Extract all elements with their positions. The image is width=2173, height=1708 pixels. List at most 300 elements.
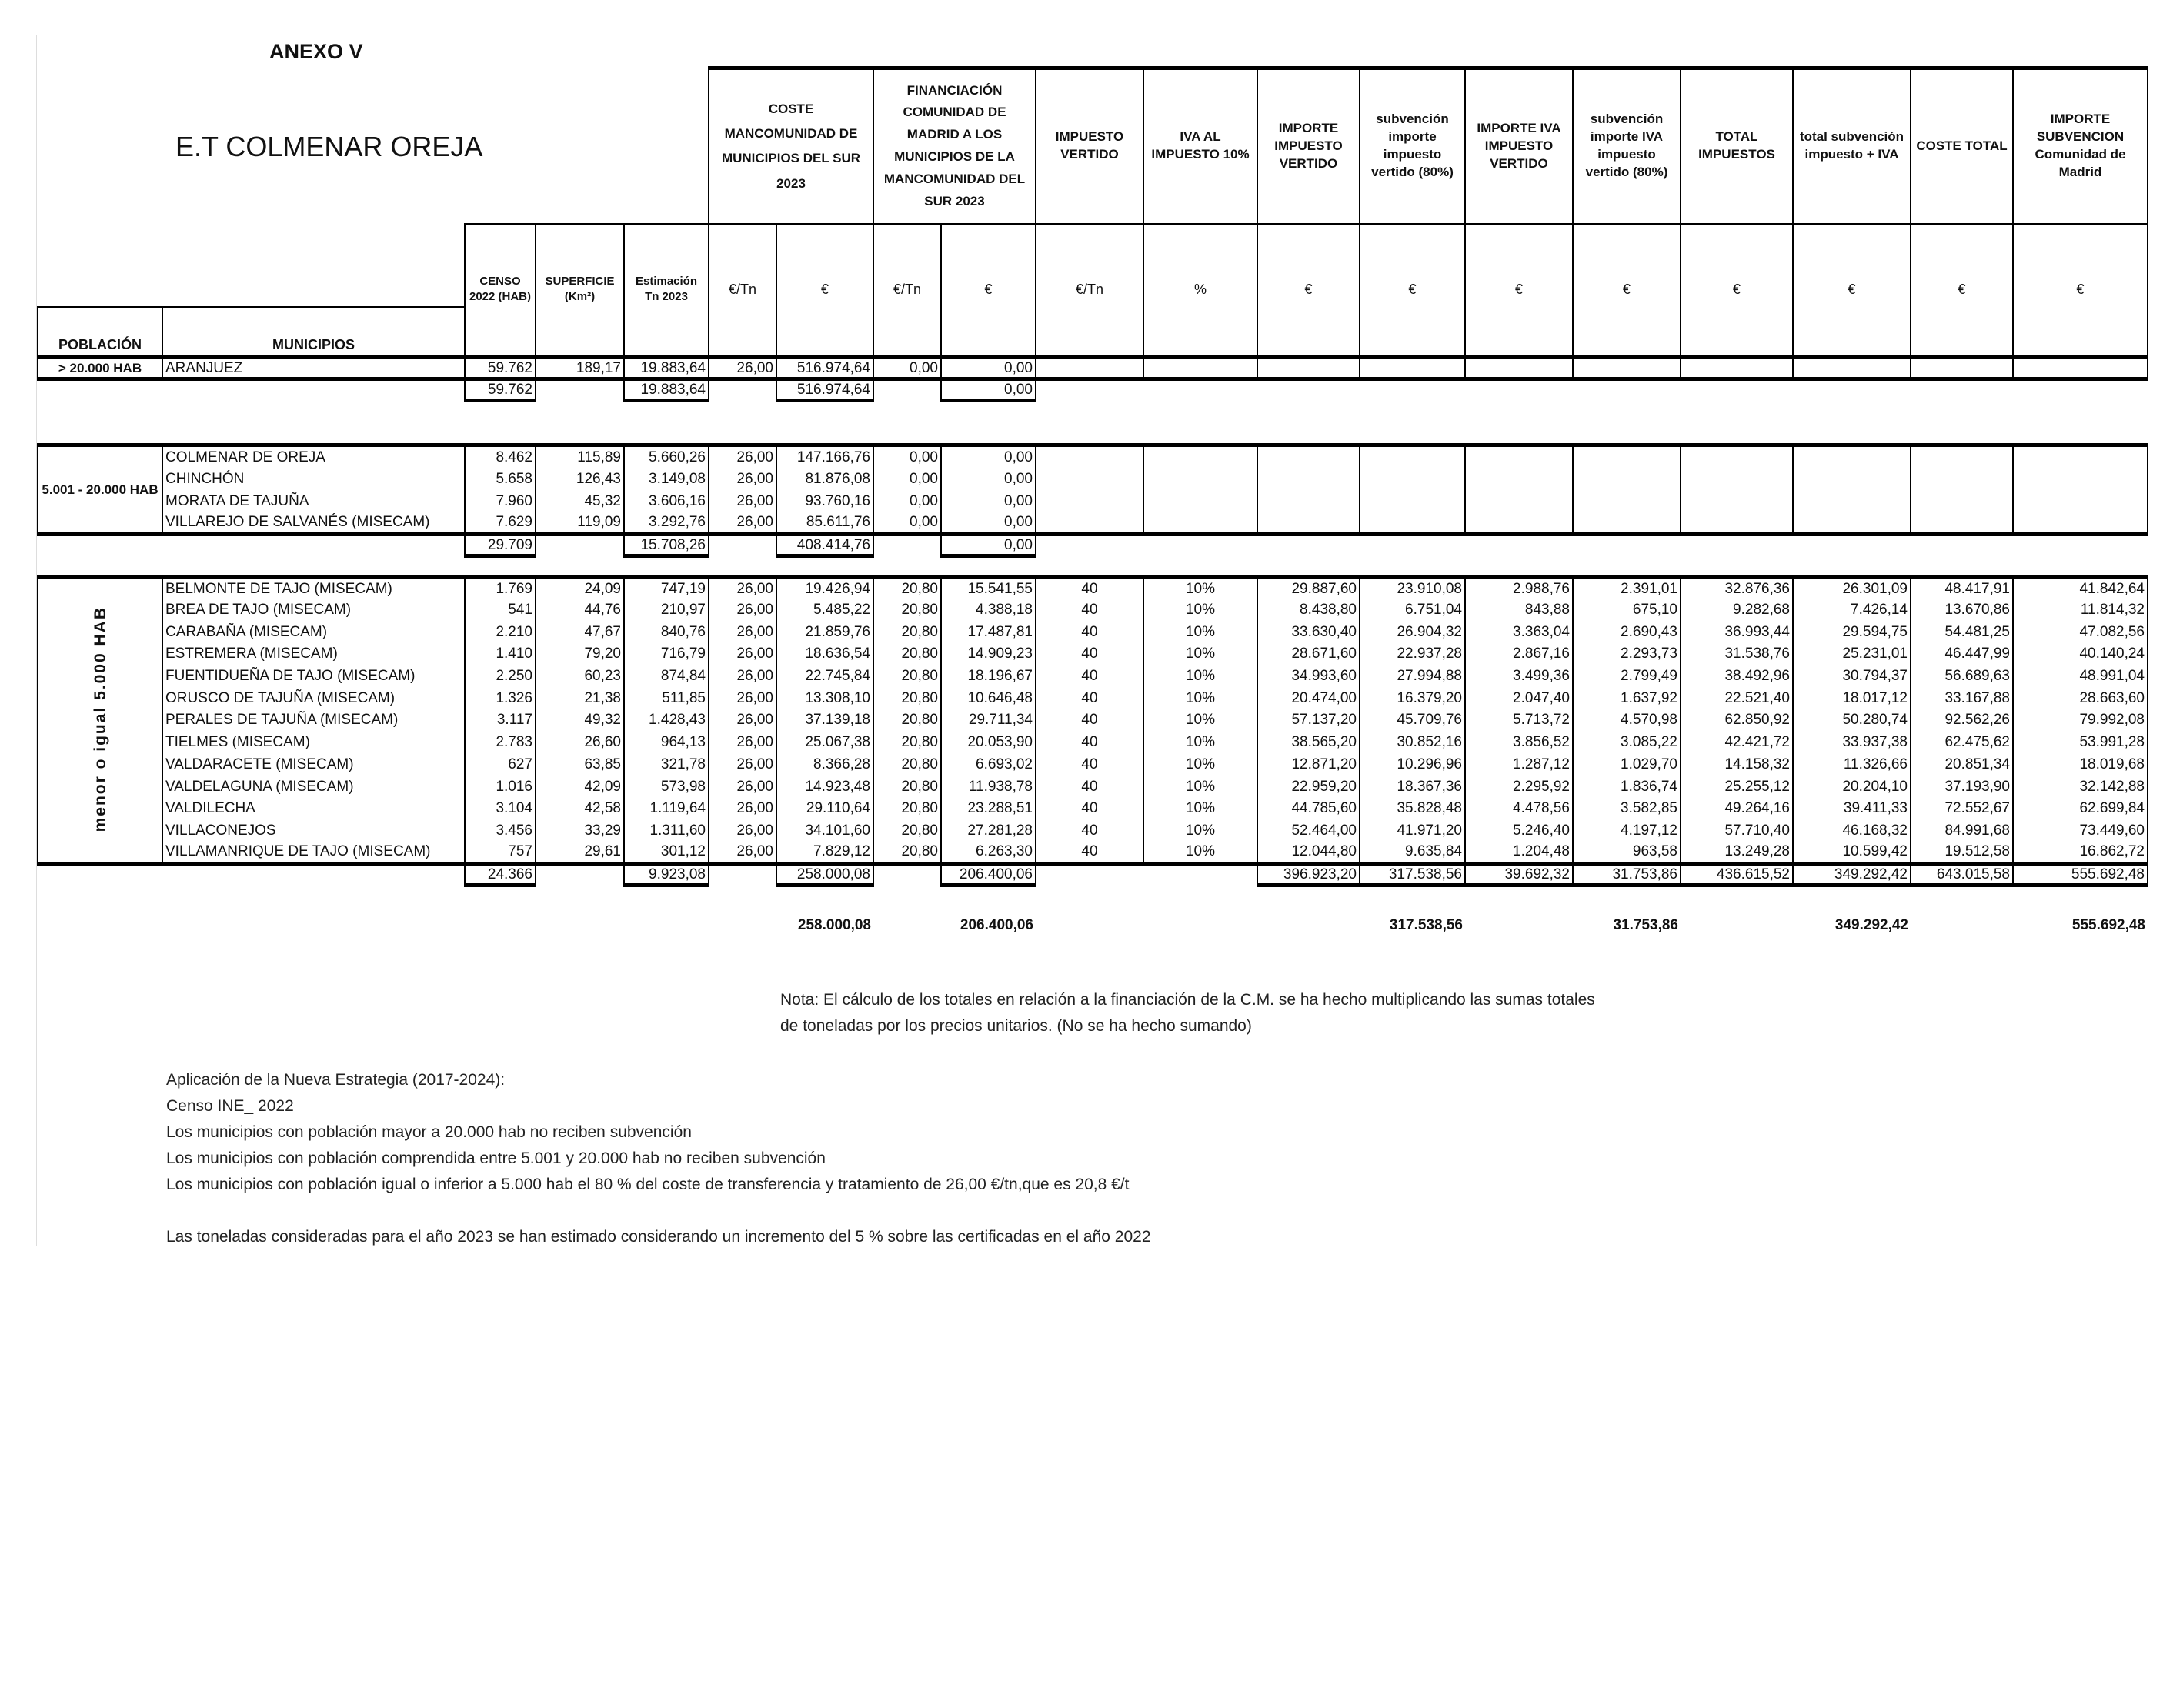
value-cell: 0,00 (941, 512, 1036, 535)
blank (1360, 379, 1465, 401)
value-cell: 20,80 (873, 687, 941, 709)
subtotal-coste: 408.414,76 (776, 535, 873, 556)
subtotal-financiacion: 206.400,06 (941, 863, 1036, 885)
value-cell: 2.210 (465, 621, 536, 643)
value-cell: 5.485,22 (776, 599, 873, 621)
value-cell: 24,09 (536, 577, 624, 599)
header-coste: COSTE MANCOMUNIDAD DE MUNICIPIOS DEL SUR 2023 (709, 68, 873, 224)
blank (624, 912, 709, 937)
value-cell: 8.438,80 (1257, 599, 1360, 621)
header-total-subv: total subvención impuesto + IVA (1793, 68, 1911, 224)
value-cell: 20,80 (873, 709, 941, 732)
value-cell: 3.085,22 (1573, 731, 1681, 753)
header-municipios: MUNICIPIOS (162, 307, 465, 357)
table-row (38, 357, 2148, 379)
blank (1257, 379, 1360, 401)
empty-cell (1143, 357, 1257, 379)
value-cell: 3.582,85 (1573, 797, 1681, 819)
value-cell: 18.367,36 (1360, 776, 1465, 798)
municipality-name: PERALES DE TAJUÑA (MISECAM) (162, 709, 465, 732)
empty-cell (1681, 445, 1793, 535)
value-cell: 573,98 (624, 776, 709, 798)
municipality-name: BELMONTE DE TAJO (MISECAM) (162, 577, 465, 599)
value-cell: 0,00 (873, 445, 941, 468)
value-cell: 119,09 (536, 512, 624, 535)
empty-cell (1036, 445, 1143, 535)
value-cell: 93.760,16 (776, 490, 873, 512)
municipality-name: ESTREMERA (MISECAM) (162, 643, 465, 666)
municipality-name: VALDELAGUNA (MISECAM) (162, 776, 465, 798)
value-cell: 7.629 (465, 512, 536, 535)
value-cell: 22.959,20 (1257, 776, 1360, 798)
value-cell: 44,76 (536, 599, 624, 621)
blank (709, 863, 776, 885)
value-cell: 20,80 (873, 599, 941, 621)
municipality-name: COLMENAR DE OREJA (162, 445, 465, 468)
value-cell: 19.883,64 (624, 357, 709, 379)
value-cell: 33.937,38 (1793, 731, 1911, 753)
value-cell: 23.288,51 (941, 797, 1036, 819)
value-cell: 716,79 (624, 643, 709, 666)
value-cell: 26,00 (709, 577, 776, 599)
value-cell: 2.988,76 (1465, 577, 1573, 599)
value-cell: 19.426,94 (776, 577, 873, 599)
header-unit: € (776, 224, 873, 357)
value-cell: 85.611,76 (776, 512, 873, 535)
header-estimacion: Estimación Tn 2023 (624, 224, 709, 357)
subtotal-row (38, 535, 2148, 556)
municipality-name: FUENTIDUEÑA DE TAJO (MISECAM) (162, 665, 465, 687)
value-cell: 34.101,60 (776, 819, 873, 842)
value-cell: 42.421,72 (1681, 731, 1793, 753)
table-row (38, 665, 2148, 687)
value-cell: 2.799,49 (1573, 665, 1681, 687)
value-cell: 28.663,60 (2013, 687, 2148, 709)
blank (1036, 535, 1143, 556)
empty-cell (2013, 357, 2148, 379)
value-cell: 10% (1143, 599, 1257, 621)
value-cell: 26,00 (709, 797, 776, 819)
header-total-impuestos: TOTAL IMPUESTOS (1681, 68, 1793, 224)
subtotal-censo: 29.709 (465, 535, 536, 556)
note-rule-3: Los municipios con población igual o inferior a 5.000 hab el 80 % del coste de transferencia y tratamiento de 26,00 €/tn,que es 20,8 €/t (166, 1176, 1130, 1193)
value-cell: 3.363,04 (1465, 621, 1573, 643)
value-cell: 48.417,91 (1911, 577, 2013, 599)
header-unit: € (1573, 224, 1681, 357)
value-cell: 40 (1036, 621, 1143, 643)
value-cell: 29.110,64 (776, 797, 873, 819)
header-unit: € (1257, 224, 1360, 357)
grand-total-subv-iva: 31.753,86 (1613, 916, 1678, 933)
empty-cell (1257, 357, 1360, 379)
value-cell: 20,80 (873, 797, 941, 819)
value-cell: 35.828,48 (1360, 797, 1465, 819)
value-cell: 1.119,64 (624, 797, 709, 819)
value-cell: 59.762 (465, 357, 536, 379)
value-cell: 57.137,20 (1257, 709, 1360, 732)
blank (162, 912, 465, 937)
empty-cell (1036, 357, 1143, 379)
value-cell: 26,00 (709, 643, 776, 666)
blank (1465, 535, 1573, 556)
value-cell: 41.842,64 (2013, 577, 2148, 599)
value-cell: 49.264,16 (1681, 797, 1793, 819)
value-cell: 11.814,32 (2013, 599, 2148, 621)
value-cell: 8.462 (465, 445, 536, 468)
value-cell: 0,00 (941, 490, 1036, 512)
value-cell: 0,00 (873, 468, 941, 490)
municipality-name: CHINCHÓN (162, 468, 465, 490)
value-cell: 30.794,37 (1793, 665, 1911, 687)
table-row (38, 621, 2148, 643)
value-cell: 40 (1036, 776, 1143, 798)
municipality-name: MORATA DE TAJUÑA (162, 490, 465, 512)
value-cell: 26.904,32 (1360, 621, 1465, 643)
subtotal-censo: 59.762 (465, 379, 536, 401)
grand-total-financiacion: 206.400,06 (960, 916, 1033, 933)
value-cell: 13.670,86 (1911, 599, 2013, 621)
blank (709, 379, 776, 401)
blank (873, 912, 941, 937)
value-cell: 6.751,04 (1360, 599, 1465, 621)
value-cell: 7.960 (465, 490, 536, 512)
value-cell: 16.862,72 (2013, 842, 2148, 864)
blank (1681, 912, 1793, 937)
blank (1793, 535, 1911, 556)
value-cell: 20,80 (873, 643, 941, 666)
value-cell: 40.140,24 (2013, 643, 2148, 666)
blank (1036, 912, 1143, 937)
value-cell: 26,00 (709, 819, 776, 842)
value-cell: 10.296,96 (1360, 753, 1465, 776)
value-cell: 5.713,72 (1465, 709, 1573, 732)
grand-total-row (38, 912, 2148, 937)
value-cell: 20.053,90 (941, 731, 1036, 753)
value-cell: 18.019,68 (2013, 753, 2148, 776)
value-cell: 17.487,81 (941, 621, 1036, 643)
header-poblacion: POBLACIÓN (38, 307, 162, 357)
blank (1911, 912, 2013, 937)
header-importe-iva: IMPORTE IVA IMPUESTO VERTIDO (1465, 68, 1573, 224)
value-cell: 40 (1036, 577, 1143, 599)
note-line-2: de toneladas por los precios unitarios. (No se ha hecho sumando) (780, 1017, 1252, 1035)
station-title: E.T COLMENAR OREJA (175, 131, 483, 162)
population-label: 5.001 - 20.000 HAB (42, 482, 159, 497)
subtotal-financiacion: 0,00 (941, 535, 1036, 556)
municipality-name: VALDARACETE (MISECAM) (162, 753, 465, 776)
value-cell: 29.711,34 (941, 709, 1036, 732)
value-cell: 16.379,20 (1360, 687, 1465, 709)
value-cell: 40 (1036, 599, 1143, 621)
header-unit: €/Tn (709, 224, 776, 357)
table-row (38, 776, 2148, 798)
value-cell: 26,00 (709, 687, 776, 709)
value-cell: 62.475,62 (1911, 731, 2013, 753)
value-cell: 3.606,16 (624, 490, 709, 512)
value-cell: 4.570,98 (1573, 709, 1681, 732)
value-cell: 964,13 (624, 731, 709, 753)
empty-cell (1793, 357, 1911, 379)
value-cell: 12.044,80 (1257, 842, 1360, 864)
value-cell: 33.167,88 (1911, 687, 2013, 709)
value-cell: 45,32 (536, 490, 624, 512)
value-cell: 40 (1036, 687, 1143, 709)
table-row (38, 445, 2148, 468)
value-cell: 13.308,10 (776, 687, 873, 709)
population-group-label (38, 445, 162, 535)
blank (1911, 535, 2013, 556)
value-cell: 47,67 (536, 621, 624, 643)
value-cell: 38.565,20 (1257, 731, 1360, 753)
value-cell: 25.255,12 (1681, 776, 1793, 798)
value-cell: 2.047,40 (1465, 687, 1573, 709)
header-importe-impuesto: IMPORTE IMPUESTO VERTIDO (1257, 68, 1360, 224)
subtotal-value: 396.923,20 (1257, 863, 1360, 885)
subtotal-value: 317.538,56 (1360, 863, 1465, 885)
value-cell: 2.250 (465, 665, 536, 687)
value-cell: 843,88 (1465, 599, 1573, 621)
value-cell: 26,00 (709, 445, 776, 468)
value-cell: 0,00 (873, 490, 941, 512)
value-cell: 2.293,73 (1573, 643, 1681, 666)
municipality-name: VILLAMANRIQUE DE TAJO (MISECAM) (162, 842, 465, 864)
value-cell: 37.193,90 (1911, 776, 2013, 798)
value-cell: 2.391,01 (1573, 577, 1681, 599)
empty-cell (1360, 357, 1465, 379)
value-cell: 126,43 (536, 468, 624, 490)
value-cell: 7.426,14 (1793, 599, 1911, 621)
blank (465, 912, 536, 937)
value-cell: 0,00 (873, 512, 941, 535)
value-cell: 11.938,78 (941, 776, 1036, 798)
value-cell: 10% (1143, 577, 1257, 599)
value-cell: 747,19 (624, 577, 709, 599)
value-cell: 10% (1143, 819, 1257, 842)
value-cell: 27.281,28 (941, 819, 1036, 842)
value-cell: 36.993,44 (1681, 621, 1793, 643)
value-cell: 3.117 (465, 709, 536, 732)
header-blank (38, 224, 465, 307)
value-cell: 26,00 (709, 842, 776, 864)
header-censo: CENSO 2022 (HAB) (465, 224, 536, 357)
empty-cell (1360, 445, 1465, 535)
value-cell: 47.082,56 (2013, 621, 2148, 643)
value-cell: 1.637,92 (1573, 687, 1681, 709)
table-row (38, 819, 2148, 842)
subtotal-coste: 258.000,08 (776, 863, 873, 885)
value-cell: 12.871,20 (1257, 753, 1360, 776)
value-cell: 757 (465, 842, 536, 864)
subtotal-financiacion: 0,00 (941, 379, 1036, 401)
table-row (38, 731, 2148, 753)
value-cell: 26,60 (536, 731, 624, 753)
value-cell: 10% (1143, 643, 1257, 666)
blank (536, 535, 624, 556)
note-line-1: Nota: El cálculo de los totales en relación a la financiación de la C.M. se ha hecho multiplicando las sumas totales (780, 991, 1595, 1009)
value-cell: 10.599,42 (1793, 842, 1911, 864)
value-cell: 46.168,32 (1793, 819, 1911, 842)
value-cell: 7.829,12 (776, 842, 873, 864)
value-cell: 20,80 (873, 819, 941, 842)
value-cell: 29,61 (536, 842, 624, 864)
value-cell: 20.474,00 (1257, 687, 1360, 709)
value-cell: 20.851,34 (1911, 753, 2013, 776)
blank (1143, 379, 1257, 401)
grand-total-importe-subv: 555.692,48 (2071, 916, 2145, 933)
value-cell: 25.067,38 (776, 731, 873, 753)
value-cell: 13.249,28 (1681, 842, 1793, 864)
header-impuesto-vertido: IMPUESTO VERTIDO (1036, 68, 1143, 224)
header-unit: € (941, 224, 1036, 357)
header-unit: € (1465, 224, 1573, 357)
blank (1911, 379, 2013, 401)
subtotal-value: 436.615,52 (1681, 863, 1793, 885)
value-cell: 20,80 (873, 842, 941, 864)
value-cell: 26.301,09 (1793, 577, 1911, 599)
value-cell: 3.149,08 (624, 468, 709, 490)
population-group-label (38, 357, 162, 379)
header-subv-impuesto: subvención importe impuesto vertido (80%) (1360, 68, 1465, 224)
value-cell: 48.991,04 (2013, 665, 2148, 687)
value-cell: 5.246,40 (1465, 819, 1573, 842)
value-cell: 42,58 (536, 797, 624, 819)
value-cell: 10% (1143, 776, 1257, 798)
blank (709, 912, 776, 937)
value-cell: 81.876,08 (776, 468, 873, 490)
value-cell: 20,80 (873, 776, 941, 798)
value-cell: 26,00 (709, 468, 776, 490)
value-cell: 28.671,60 (1257, 643, 1360, 666)
value-cell: 3.499,36 (1465, 665, 1573, 687)
value-cell: 37.139,18 (776, 709, 873, 732)
empty-cell (1465, 445, 1573, 535)
value-cell: 10% (1143, 687, 1257, 709)
value-cell: 10% (1143, 731, 1257, 753)
blank (709, 535, 776, 556)
subtotal-estimacion: 9.923,08 (624, 863, 709, 885)
blank (536, 379, 624, 401)
blank (1573, 379, 1681, 401)
value-cell: 22.521,40 (1681, 687, 1793, 709)
value-cell: 27.994,88 (1360, 665, 1465, 687)
empty-cell (1681, 357, 1793, 379)
value-cell: 1.428,43 (624, 709, 709, 732)
empty-cell (1911, 357, 2013, 379)
empty-cell (1143, 445, 1257, 535)
empty-cell (2013, 445, 2148, 535)
note-censo: Censo INE_ 2022 (166, 1097, 294, 1115)
value-cell: 14.158,32 (1681, 753, 1793, 776)
blank (873, 535, 941, 556)
value-cell: 54.481,25 (1911, 621, 2013, 643)
value-cell: 26,00 (709, 731, 776, 753)
spacer (38, 556, 2148, 577)
value-cell: 33.630,40 (1257, 621, 1360, 643)
value-cell: 46.447,99 (1911, 643, 2013, 666)
header-superficie: SUPERFICIE (Km²) (536, 224, 624, 357)
population-label: menor o igual 5.000 HAB (91, 605, 109, 832)
value-cell: 60,23 (536, 665, 624, 687)
blank (1036, 863, 1143, 885)
value-cell: 210,97 (624, 599, 709, 621)
value-cell: 57.710,40 (1681, 819, 1793, 842)
value-cell: 2.783 (465, 731, 536, 753)
subtotal-value: 39.692,32 (1465, 863, 1573, 885)
annex-title: ANEXO V (269, 40, 363, 63)
value-cell: 9.635,84 (1360, 842, 1465, 864)
blank (2013, 535, 2148, 556)
value-cell: 40 (1036, 665, 1143, 687)
subtotal-estimacion: 19.883,64 (624, 379, 709, 401)
value-cell: 84.991,68 (1911, 819, 2013, 842)
table-row (38, 643, 2148, 666)
blank (1681, 535, 1793, 556)
value-cell: 49,32 (536, 709, 624, 732)
value-cell: 511,85 (624, 687, 709, 709)
header-iva: IVA AL IMPUESTO 10% (1143, 68, 1257, 224)
subtotal-value: 555.692,48 (2013, 863, 2148, 885)
value-cell: 22.937,28 (1360, 643, 1465, 666)
value-cell: 62.699,84 (2013, 797, 2148, 819)
value-cell: 11.326,66 (1793, 753, 1911, 776)
value-cell: 52.464,00 (1257, 819, 1360, 842)
blank (1465, 379, 1573, 401)
value-cell: 147.166,76 (776, 445, 873, 468)
value-cell: 20,80 (873, 665, 941, 687)
value-cell: 26,00 (709, 753, 776, 776)
empty-cell (1793, 445, 1911, 535)
value-cell: 675,10 (1573, 599, 1681, 621)
value-cell: 23.910,08 (1360, 577, 1465, 599)
grand-total-total-subv: 349.292,42 (1834, 916, 1908, 933)
value-cell: 30.852,16 (1360, 731, 1465, 753)
value-cell: 1.836,74 (1573, 776, 1681, 798)
population-group-label (38, 577, 162, 864)
empty-cell (1257, 445, 1360, 535)
blank (1257, 912, 1360, 937)
value-cell: 53.991,28 (2013, 731, 2148, 753)
subtotal-estimacion: 15.708,26 (624, 535, 709, 556)
value-cell: 0,00 (941, 468, 1036, 490)
value-cell: 26,00 (709, 512, 776, 535)
empty-cell (1573, 445, 1681, 535)
value-cell: 32.876,36 (1681, 577, 1793, 599)
municipality-name: VILLACONEJOS (162, 819, 465, 842)
table-row (38, 842, 2148, 864)
value-cell: 2.690,43 (1573, 621, 1681, 643)
blank (873, 863, 941, 885)
value-cell: 26,00 (709, 709, 776, 732)
spacer (38, 885, 2148, 912)
value-cell: 39.411,33 (1793, 797, 1911, 819)
value-cell: 1.287,12 (1465, 753, 1573, 776)
header-unit: € (1911, 224, 2013, 357)
value-cell: 10% (1143, 753, 1257, 776)
value-cell: 26,00 (709, 665, 776, 687)
value-cell: 8.366,28 (776, 753, 873, 776)
value-cell: 73.449,60 (2013, 819, 2148, 842)
value-cell: 2.295,92 (1465, 776, 1573, 798)
value-cell: 45.709,76 (1360, 709, 1465, 732)
value-cell: 26,00 (709, 490, 776, 512)
value-cell: 0,00 (941, 357, 1036, 379)
value-cell: 5.660,26 (624, 445, 709, 468)
value-cell: 0,00 (873, 357, 941, 379)
subtotal-row (38, 379, 2148, 401)
value-cell: 44.785,60 (1257, 797, 1360, 819)
value-cell: 321,78 (624, 753, 709, 776)
value-cell: 20,80 (873, 621, 941, 643)
